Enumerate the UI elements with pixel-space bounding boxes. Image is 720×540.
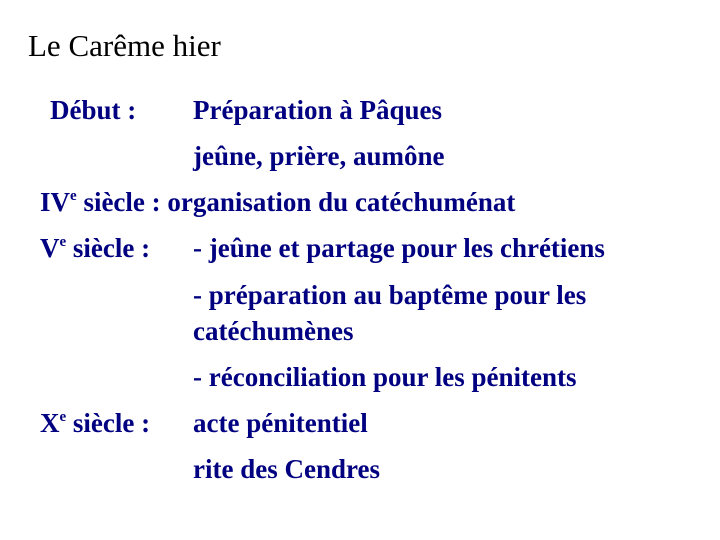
- iv-numeral: IV: [40, 187, 71, 217]
- v-item-1: - jeûne et partage pour les chrétiens: [193, 233, 605, 263]
- v-numeral: V: [40, 233, 60, 263]
- v-item-3: - réconciliation pour les pénitents: [193, 362, 577, 392]
- v-century-label: [40, 235, 150, 262]
- iv-text: siècle : organisation du catéchuménat: [76, 187, 516, 217]
- x-century-label: [40, 410, 150, 437]
- v-superscript: e: [59, 233, 67, 250]
- iv-superscript: e: [70, 187, 77, 204]
- x-numeral: X: [40, 408, 60, 438]
- debut-line-2: jeûne, prière, aumône: [193, 141, 445, 171]
- v-item-2-line-2: catéchumènes: [193, 316, 354, 346]
- x-label-text: siècle :: [66, 408, 151, 438]
- x-line-2: rite des Cendres: [193, 454, 380, 484]
- v-item-2-line-1: - préparation au baptême pour les: [193, 280, 587, 310]
- slide-title: Le Carême hier: [28, 28, 221, 63]
- x-line-1: acte pénitentiel: [193, 408, 368, 438]
- debut-label: Début :: [50, 95, 137, 125]
- v-label-text: siècle :: [66, 233, 151, 263]
- iv-century-line: [40, 189, 515, 216]
- x-superscript: e: [59, 408, 67, 425]
- debut-line-1: Préparation à Pâques: [193, 95, 442, 125]
